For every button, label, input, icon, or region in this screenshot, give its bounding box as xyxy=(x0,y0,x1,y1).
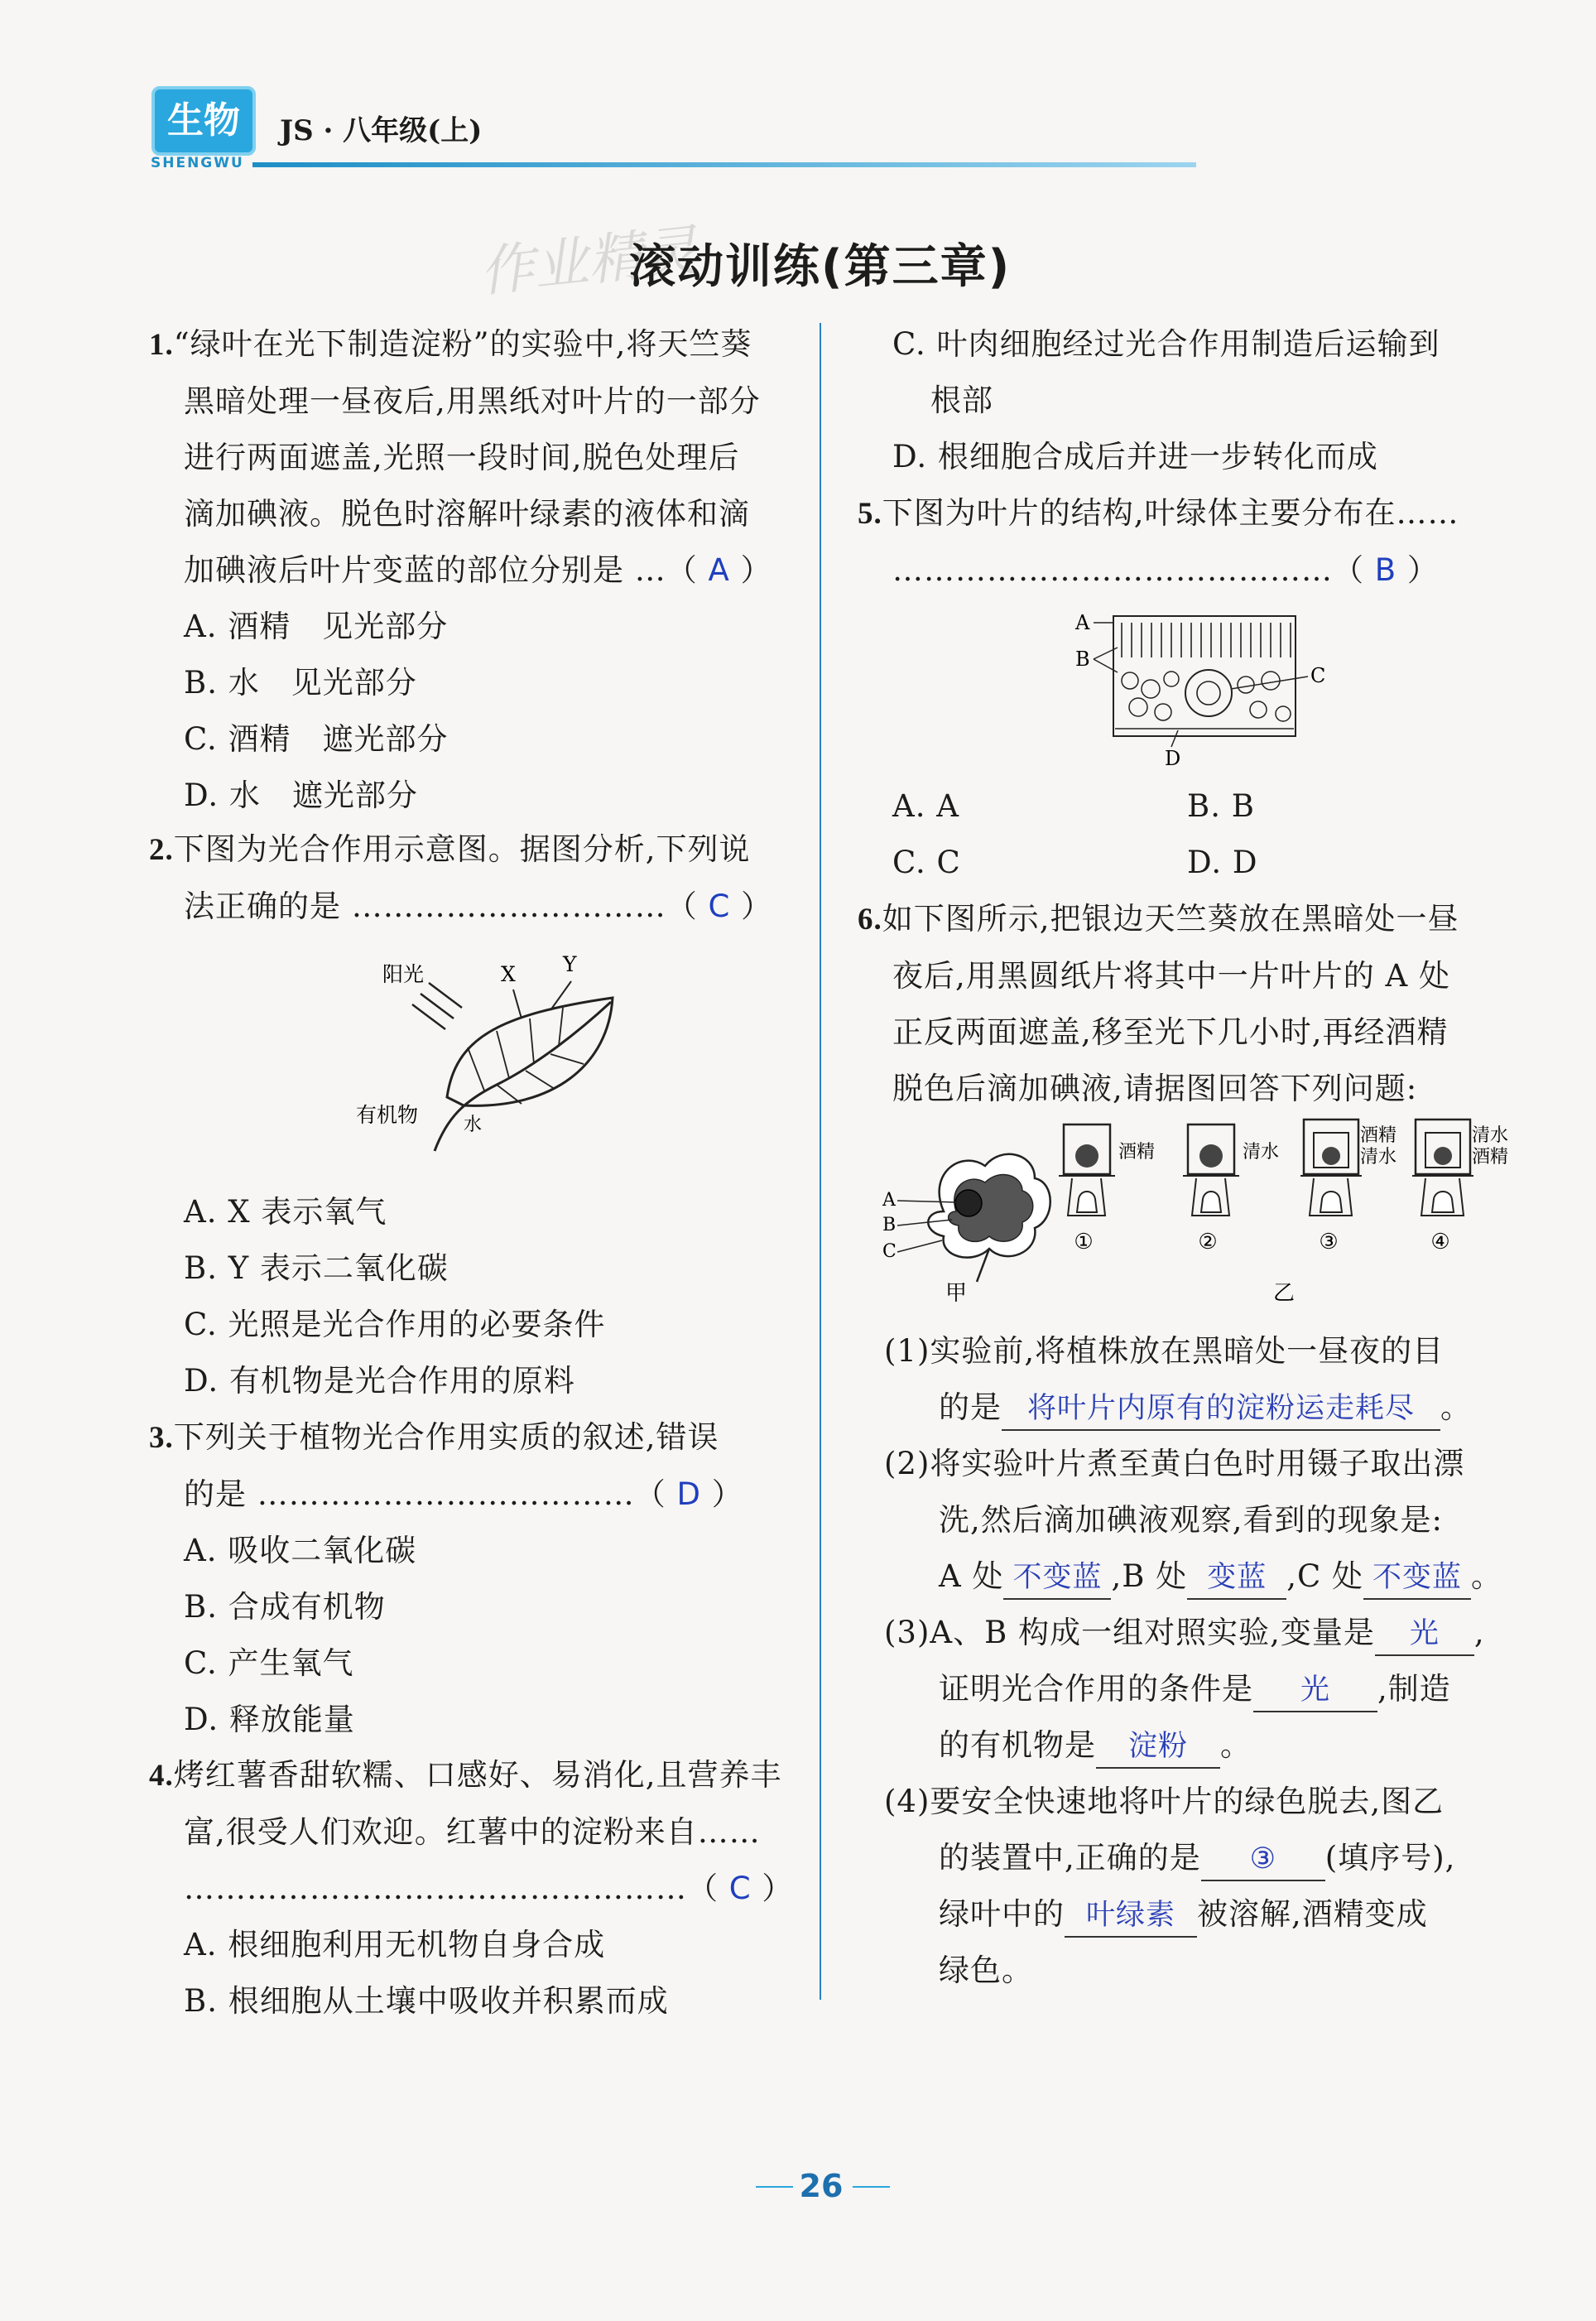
sub2-text: ,C 处 xyxy=(1286,1558,1364,1594)
sub2-end: 。 xyxy=(1471,1558,1503,1594)
label-x: X xyxy=(501,962,516,986)
beaker-label: 酒精 xyxy=(1472,1147,1509,1168)
sub2-answer-a: 不变蓝 xyxy=(1003,1557,1111,1600)
q2-option: D. 有机物是光合作用的原料 xyxy=(184,1363,575,1399)
q3-number: 3. xyxy=(149,1421,174,1455)
beaker-2 xyxy=(1183,1124,1279,1254)
label-b: B xyxy=(1075,648,1090,671)
q4-answer: （ C ） xyxy=(687,1871,794,1906)
vein-core xyxy=(1197,681,1220,705)
beaker-number: ④ xyxy=(1430,1230,1450,1254)
q1-line: 滴加碘液。脱色时溶解叶绿素的液体和滴 xyxy=(184,496,750,532)
q1-option: B. 水 见光部分 xyxy=(184,665,417,701)
sub3-text: (3)A、B 构成一组对照实验,变量是 xyxy=(884,1615,1375,1650)
label-d: D xyxy=(1165,747,1181,770)
q6-number: 6. xyxy=(858,903,882,937)
sub4-text: 绿叶中的 xyxy=(939,1896,1065,1932)
sub2-text: ,B 处 xyxy=(1111,1558,1188,1594)
q2-answer: （ C ） xyxy=(666,888,773,924)
q5-number: 5. xyxy=(858,497,882,531)
q4-option: B. 根细胞从土壤中吸收并积累而成 xyxy=(184,1983,669,2019)
q2-option: B. Y 表示二氧化碳 xyxy=(184,1250,449,1286)
sub3-end: 。 xyxy=(1220,1727,1252,1763)
page-number: 26 xyxy=(799,2168,844,2204)
q3-line: 的是 ……………………………… xyxy=(184,1476,635,1512)
beaker-label: 清水 xyxy=(1360,1147,1397,1168)
q3-line: 下列关于植物光合作用实质的叙述,错误 xyxy=(173,1419,719,1455)
sub4-line: (4)要安全快速地将叶片的绿色脱去,图乙 xyxy=(884,1784,1445,1819)
question-6-subquestions xyxy=(884,1323,1502,1999)
q6-line: 夜后,用黑圆纸片将其中一片叶片的 A 处 xyxy=(892,958,1451,994)
sub2-line: 洗,然后滴加碘液观察,看到的现象是: xyxy=(939,1502,1443,1538)
q4-line: 烤红薯香甜软糯、口感好、易消化,且营养丰 xyxy=(173,1757,782,1793)
beaker-label: 清水 xyxy=(1472,1125,1509,1146)
q1-line: 黑暗处理一昼夜后,用黑纸对叶片的一部分 xyxy=(184,383,761,419)
sub3-text: ,制造 xyxy=(1377,1671,1451,1707)
q3-answer: （ D ） xyxy=(634,1476,743,1512)
sub1-end: 。 xyxy=(1440,1389,1472,1425)
q1-line: 进行两面遮盖,光照一段时间,脱色处理后 xyxy=(184,440,740,475)
q4-line: ………………………………………… xyxy=(184,1871,687,1906)
beaker-label: 酒精 xyxy=(1360,1125,1397,1146)
sub2-line: (2)将实验叶片煮至黄白色时用镊子取出漂 xyxy=(884,1446,1465,1481)
column-divider xyxy=(820,323,821,2000)
palisade-cells xyxy=(1122,623,1291,657)
leaf-label-b: B xyxy=(882,1215,897,1235)
q5-option: A. A xyxy=(892,788,959,824)
label-water: 水 xyxy=(464,1115,483,1135)
q6-line: 如下图所示,把银边天竺葵放在黑暗处一昼 xyxy=(882,901,1459,937)
vein-bundle xyxy=(1185,670,1232,716)
pointer-c xyxy=(1231,677,1308,689)
q1-line: “绿叶在光下制造淀粉”的实验中,将天竺葵 xyxy=(173,326,752,362)
sub3-text: 的有机物是 xyxy=(939,1727,1096,1763)
leaf-outline xyxy=(447,998,613,1105)
sub1-answer: 将叶片内原有的淀粉运走耗尽 xyxy=(1002,1388,1440,1431)
q5-option: B. B xyxy=(1187,788,1255,824)
q4-option: 根部 xyxy=(930,383,993,418)
q6-line: 脱色后滴加碘液,请据图回答下列问题: xyxy=(892,1071,1418,1106)
question-5-options xyxy=(892,778,1472,891)
q1-number: 1. xyxy=(149,328,174,362)
subject-pinyin: SHENGWU xyxy=(151,155,244,171)
sub3-text: 证明光合作用的条件是 xyxy=(939,1671,1253,1707)
leaf-veins xyxy=(468,1008,584,1104)
sub2-answer-b: 变蓝 xyxy=(1187,1557,1286,1600)
header-rule xyxy=(252,162,1196,167)
label-organic: 有机物 xyxy=(356,1103,419,1127)
q3-option: D. 释放能量 xyxy=(184,1702,355,1737)
leaf-section xyxy=(1113,616,1296,736)
q5-answer: （ B ） xyxy=(1333,552,1439,588)
leaf-midrib xyxy=(435,1002,611,1151)
q5-option: D. D xyxy=(1187,845,1258,880)
beaker-number: ③ xyxy=(1319,1230,1339,1254)
sub1-line: (1)实验前,将植株放在黑暗处一昼夜的目 xyxy=(884,1333,1445,1369)
sub4-line: 绿色。 xyxy=(939,1953,1033,1988)
leaf-label-a: A xyxy=(882,1190,896,1211)
sub4-text: 的装置中,正确的是 xyxy=(939,1840,1201,1876)
label-a: A xyxy=(1075,611,1090,634)
label-sunlight: 阳光 xyxy=(382,962,425,986)
beaker-4 xyxy=(1412,1120,1508,1254)
label-yi: 乙 xyxy=(1273,1281,1296,1306)
beaker-1 xyxy=(1059,1124,1155,1254)
label-c: C xyxy=(1310,664,1326,687)
beaker-label: 酒精 xyxy=(1118,1142,1156,1163)
beaker-number: ① xyxy=(1074,1230,1094,1254)
q3-option: A. 吸收二氧化碳 xyxy=(184,1533,417,1568)
footer-rule-right xyxy=(853,2186,890,2188)
sub4-answer-1: ③ xyxy=(1201,1838,1325,1881)
q1-option: D. 水 遮光部分 xyxy=(184,778,418,813)
footer-rule-left xyxy=(756,2186,793,2188)
sub3-answer-3: 淀粉 xyxy=(1096,1726,1220,1769)
spongy-cells xyxy=(1122,672,1291,721)
sub3-answer-2: 光 xyxy=(1253,1669,1377,1712)
q6-line: 正反两面遮盖,移至光下几小时,再经酒精 xyxy=(892,1014,1449,1050)
q1-option: C. 酒精 遮光部分 xyxy=(184,721,449,757)
sub1-text: 的是 xyxy=(939,1389,1002,1425)
q5-line: 下图为叶片的结构,叶绿体主要分布在…… xyxy=(882,495,1459,531)
question-4 xyxy=(149,1747,793,2030)
q2-number: 2. xyxy=(149,833,174,867)
sub4-answer-2: 叶绿素 xyxy=(1065,1895,1197,1938)
q5-option: C. C xyxy=(892,845,961,880)
q4-number: 4. xyxy=(149,1759,174,1793)
q1-line: 加碘液后叶片变蓝的部位分别是 … xyxy=(184,552,666,588)
q4-option: D. 根细胞合成后并进一步转化而成 xyxy=(892,439,1378,474)
q4-option: C. 叶肉细胞经过光合作用制造后运输到 xyxy=(892,326,1440,362)
geranium-experiment-diagram xyxy=(877,1116,1531,1307)
leaf-structure-diagram xyxy=(1072,606,1345,772)
q3-option: B. 合成有机物 xyxy=(184,1589,386,1625)
question-1 xyxy=(149,316,772,824)
sub4-text: 被溶解,酒精变成 xyxy=(1197,1896,1428,1932)
question-3 xyxy=(149,1409,743,1748)
q1-option: A. 酒精 见光部分 xyxy=(184,609,449,644)
page-title: 滚动训练(第三章) xyxy=(629,240,1012,294)
q2-line: 下图为光合作用示意图。据图分析,下列说 xyxy=(173,831,751,867)
q2-option: A. X 表示氧气 xyxy=(184,1194,387,1230)
question-2 xyxy=(149,821,772,935)
pointer-d xyxy=(1171,730,1178,747)
q4-line: 富,很受人们欢迎。红薯中的淀粉来自…… xyxy=(184,1814,761,1850)
label-y: Y xyxy=(563,952,577,976)
sub2-text: A 处 xyxy=(939,1558,1004,1594)
variegated-leaf xyxy=(928,1154,1050,1282)
watermark: 作业精灵 xyxy=(476,218,700,305)
q4-option: A. 根细胞利用无机物自身合成 xyxy=(184,1927,606,1962)
q2-line: 法正确的是 ………………………… xyxy=(184,888,666,924)
question-2-options xyxy=(184,1184,606,1409)
q5-line: …………………………………… xyxy=(892,552,1333,588)
beaker-number: ② xyxy=(1198,1230,1218,1254)
leaf-label-c: C xyxy=(882,1241,897,1262)
sub3-text: , xyxy=(1473,1615,1485,1650)
question-5 xyxy=(858,485,1459,599)
subject-logo: 生物 xyxy=(151,86,256,156)
beaker-3 xyxy=(1300,1120,1396,1254)
sub3-answer-1: 光 xyxy=(1375,1613,1474,1656)
sub2-answer-c: 不变蓝 xyxy=(1363,1557,1471,1600)
grade-label: JS · 八年级(上) xyxy=(280,114,483,147)
q2-option: C. 光照是光合作用的必要条件 xyxy=(184,1307,606,1342)
sub4-text: (填序号), xyxy=(1324,1840,1456,1876)
q3-option: C. 产生氧气 xyxy=(184,1645,354,1681)
beaker-label: 清水 xyxy=(1243,1142,1280,1163)
q1-answer: （ A ） xyxy=(666,552,772,588)
question-4-continued xyxy=(892,316,1440,485)
question-6 xyxy=(858,891,1459,1117)
label-jia: 甲 xyxy=(945,1281,968,1306)
sun-arrows xyxy=(412,983,462,1029)
photosynthesis-diagram xyxy=(331,948,646,1155)
